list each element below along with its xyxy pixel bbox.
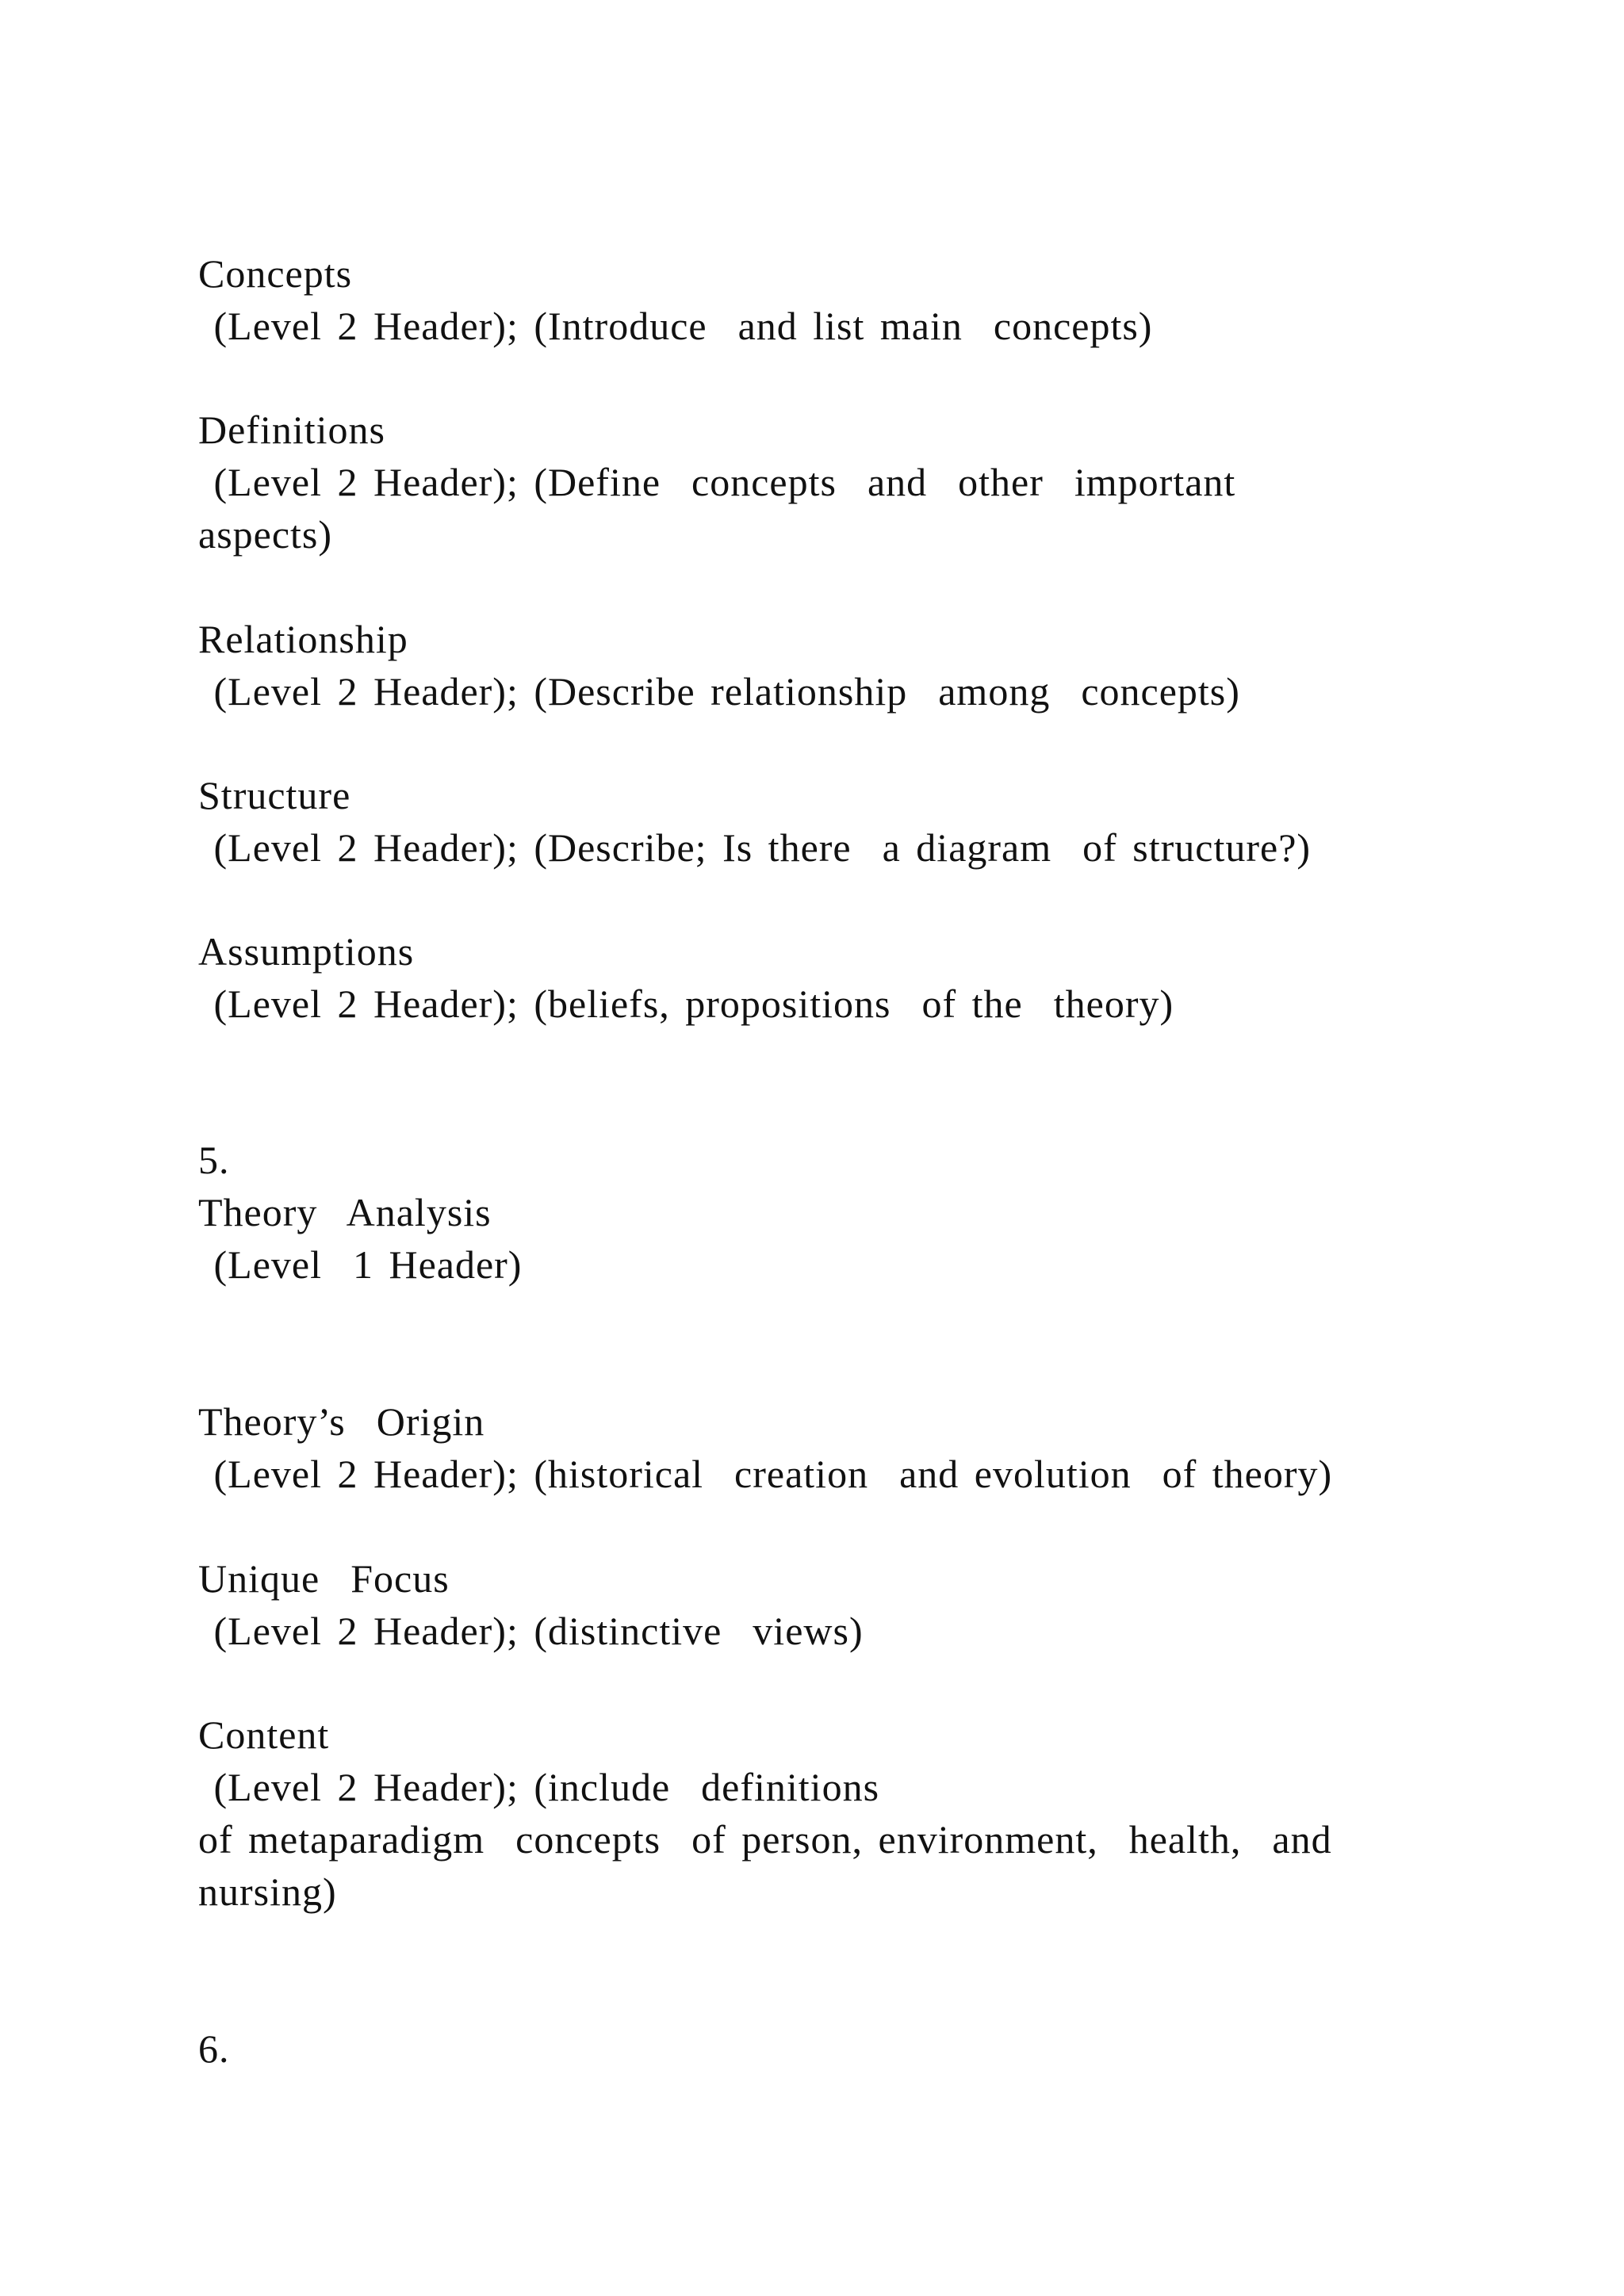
theory-analysis-level: (Level 1 Header) xyxy=(198,1242,523,1287)
heading-theory-analysis: Theory Analysis xyxy=(198,1190,492,1234)
theorys-origin-description: (Level 2 Header); (historical creation and evolution of theory) xyxy=(198,1452,1333,1496)
heading-unique-focus: Unique Focus xyxy=(198,1556,450,1601)
section-number-5: 5. xyxy=(198,1138,230,1182)
heading-structure: Structure xyxy=(198,773,351,817)
content-description-end: nursing) xyxy=(198,1869,337,1914)
definitions-description: (Level 2 Header); (Define concepts and other important xyxy=(198,460,1236,504)
assumptions-description: (Level 2 Header); (beliefs, propositions of the theory) xyxy=(198,982,1174,1026)
heading-content: Content xyxy=(198,1712,330,1757)
heading-theorys-origin: Theory’s Origin xyxy=(198,1399,485,1444)
heading-definitions: Definitions xyxy=(198,408,385,452)
heading-concepts: Concepts xyxy=(198,251,353,296)
structure-description: (Level 2 Header); (Describe; Is there a diagram of structure?) xyxy=(198,825,1312,870)
section-number-6: 6. xyxy=(198,2026,230,2071)
content-description: (Level 2 Header); (include definitions xyxy=(198,1765,880,1809)
concepts-description: (Level 2 Header); (Introduce and list main concepts) xyxy=(198,304,1153,348)
content-description-cont: of metaparadigm concepts of person, environment, health, and xyxy=(198,1817,1332,1862)
unique-focus-description: (Level 2 Header); (distinctive views) xyxy=(198,1609,864,1653)
definitions-description-cont: aspects) xyxy=(198,512,333,557)
relationship-description: (Level 2 Header); (Describe relationship among concepts) xyxy=(198,669,1240,714)
heading-relationship: Relationship xyxy=(198,617,408,661)
heading-assumptions: Assumptions xyxy=(198,929,415,974)
